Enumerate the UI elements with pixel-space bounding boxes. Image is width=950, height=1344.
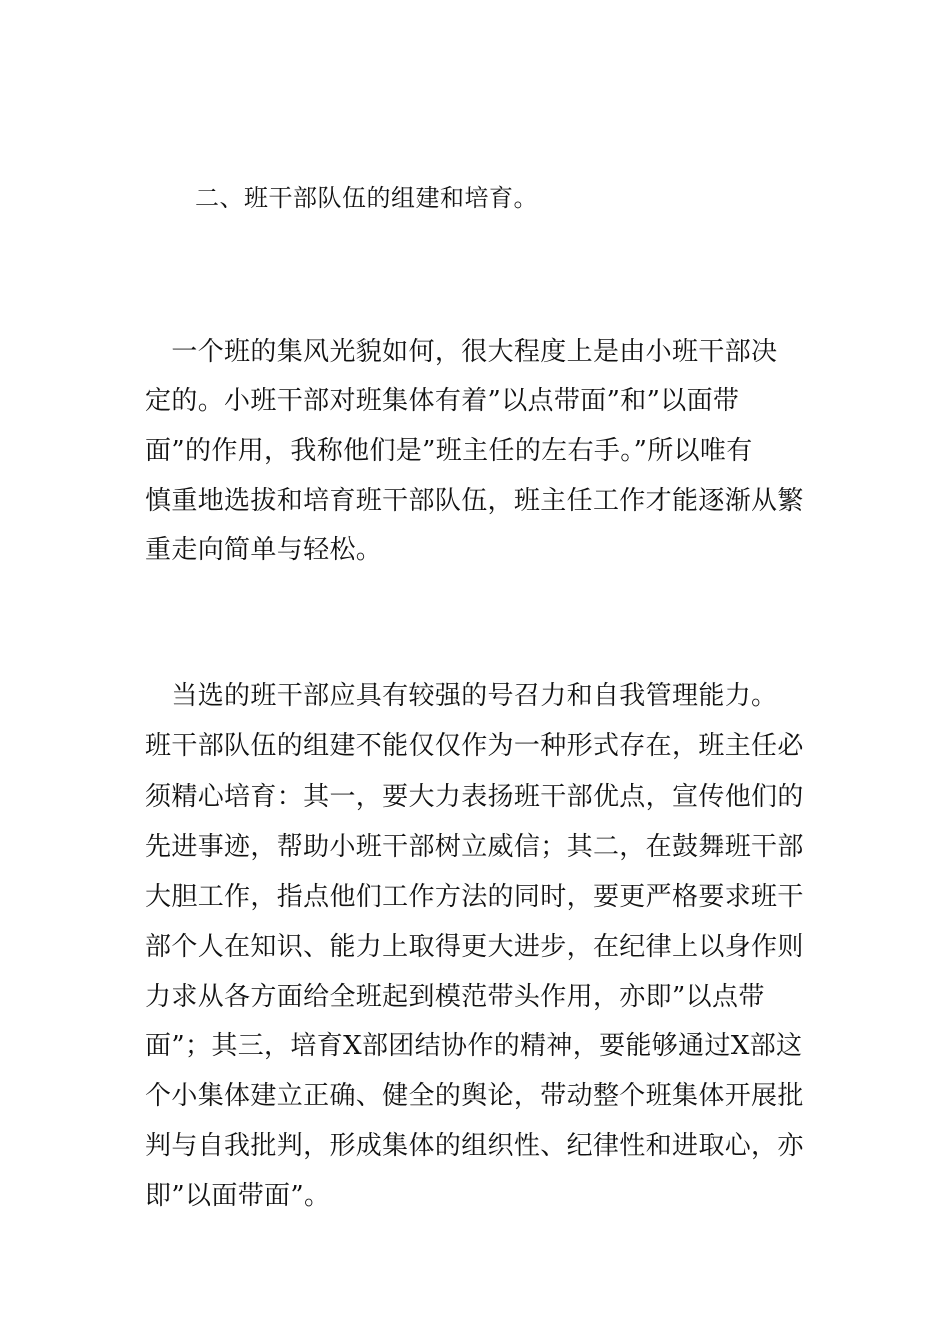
paragraph-line: 面”的作用，我称他们是”班主任的左右手。”所以唯有 — [145, 436, 753, 466]
paragraph-line: 大胆工作，指点他们工作方法的同时，要更严格要求班干 — [145, 882, 804, 912]
paragraph-line: 当选的班干部应具有较强的号召力和自我管理能力。 — [145, 681, 778, 711]
paragraph-line: 部个人在知识、能力上取得更大进步，在纪律上以身作则 — [145, 932, 804, 962]
paragraph-line: 先进事迹，帮助小班干部树立威信；其二，在鼓舞班干部 — [145, 832, 804, 862]
paragraph-line: 一个班的集风光貌如何，很大程度上是由小班干部决 — [145, 337, 778, 367]
paragraph-line: 须精心培育：其一，要大力表扬班干部优点，宣传他们的 — [145, 782, 804, 812]
paragraph-line: 慎重地选拔和培育班干部队伍，班主任工作才能逐渐从繁 — [145, 486, 804, 516]
paragraph-line: 定的。小班干部对班集体有着”以点带面”和”以面带 — [145, 386, 740, 416]
paragraph-line: 班干部队伍的组建不能仅仅作为一种形式存在，班主任必 — [145, 731, 804, 761]
paragraph-line: 重走向简单与轻松。 — [145, 535, 383, 565]
paragraph-line: 个小集体建立正确、健全的舆论，带动整个班集体开展批 — [145, 1081, 804, 1111]
paragraph-line: 判与自我批判，形成集体的组织性、纪律性和进取心，亦 — [145, 1131, 804, 1161]
section-heading: 二、班干部队伍的组建和培育。 — [195, 184, 538, 212]
paragraph-line: 力求从各方面给全班起到模范带头作用，亦即”以点带 — [145, 982, 765, 1012]
paragraph-line: 即”以面带面”。 — [145, 1181, 331, 1211]
paragraph-line: 面”；其三，培育X部团结协作的精神，要能够通过X部这 — [145, 1031, 803, 1061]
